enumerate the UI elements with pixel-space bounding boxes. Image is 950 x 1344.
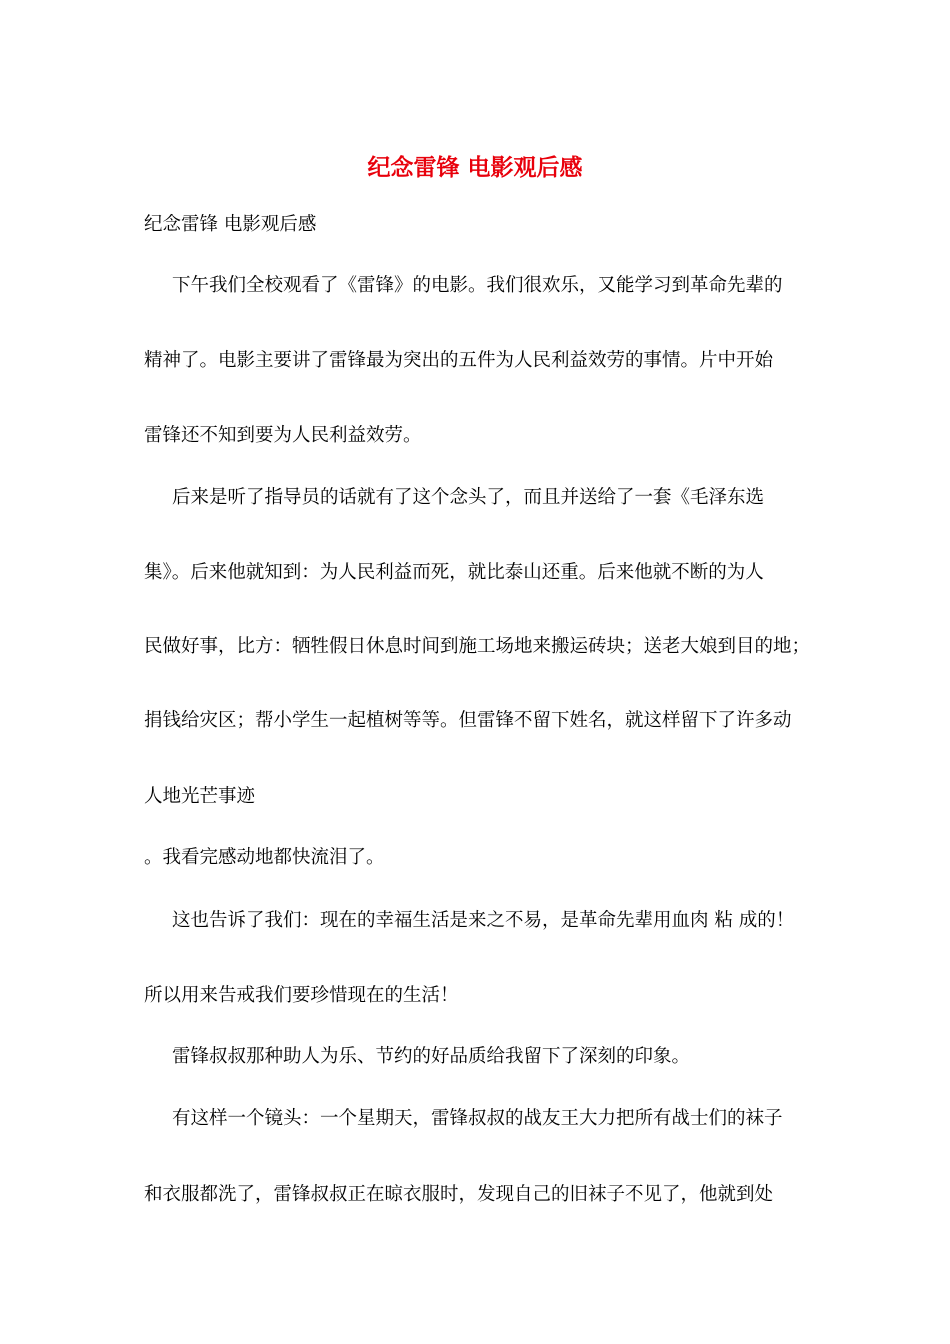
paragraph-line: 所以用来告戒我们要珍惜现在的生活！ xyxy=(144,985,459,1006)
paragraph-line: 有这样一个镜头：一个星期天，雷锋叔叔的战友王大力把所有战士们的袜子 xyxy=(172,1108,783,1129)
paragraph-line: 精神了。电影主要讲了雷锋最为突出的五件为人民利益效劳的事情。片中开始 xyxy=(144,350,774,371)
paragraph-line: 捐钱给灾区；帮小学生一起植树等等。但雷锋不留下姓名，就这样留下了许多动 xyxy=(144,710,792,731)
paragraph-line: 下午我们全校观看了《雷锋》的电影。我们很欢乐，又能学习到革命先辈的 xyxy=(172,275,783,296)
paragraph-line: 集》。后来他就知到：为人民利益而死，就比泰山还重。后来他就不断的为人 xyxy=(144,562,764,583)
paragraph-line: 雷锋叔叔那种助人为乐、节约的好品质给我留下了深刻的印象。 xyxy=(172,1046,691,1067)
paragraph-line: 民做好事，比方：牺牲假日休息时间到施工场地来搬运砖块；送老大娘到目的地； xyxy=(144,636,811,657)
paragraph-line: 。我看完感动地都快流泪了。 xyxy=(144,847,385,868)
paragraph-line: 后来是听了指导员的话就有了这个念头了，而且并送给了一套《毛泽东选 xyxy=(172,487,765,508)
document-title: 纪念雷锋 电影观后感 xyxy=(367,154,583,181)
paragraph-line: 人地光芒事迹 xyxy=(144,786,256,807)
paragraph-line: 这也告诉了我们：现在的幸福生活是来之不易，是革命先辈用血肉 粘 成的！ xyxy=(172,910,795,931)
subtitle-line: 纪念雷锋 电影观后感 xyxy=(144,214,317,235)
paragraph-line: 雷锋还不知到要为人民利益效劳。 xyxy=(144,425,422,446)
paragraph-line: 和衣服都洗了，雷锋叔叔正在晾衣服时，发现自己的旧袜子不见了，他就到处 xyxy=(144,1184,774,1205)
